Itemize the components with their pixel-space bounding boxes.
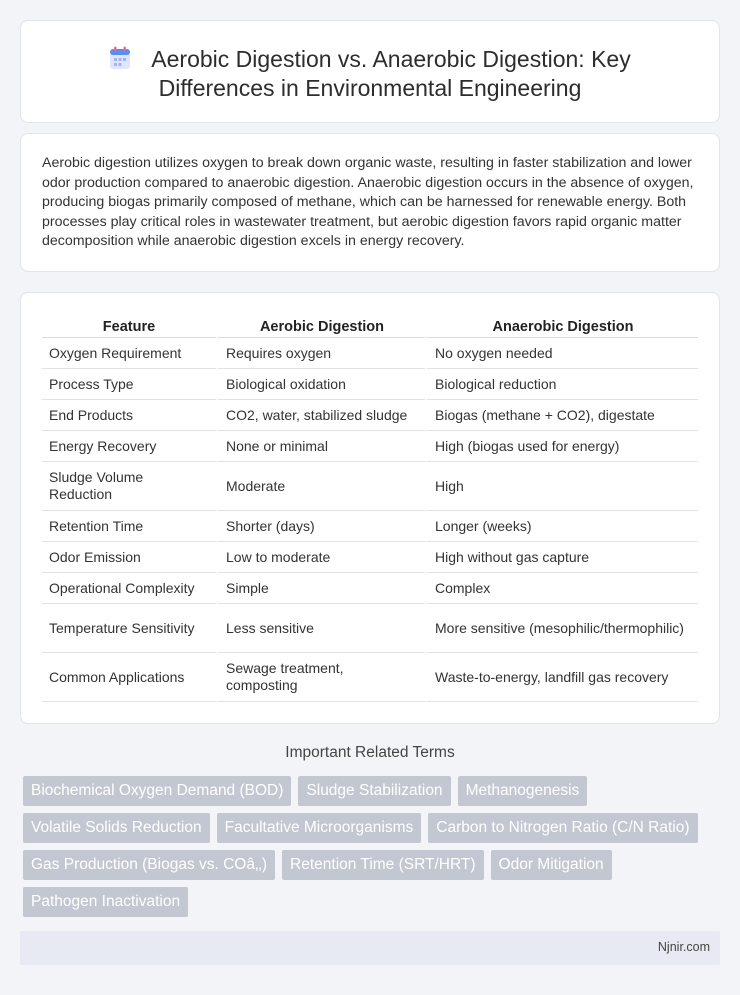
table-cell: Low to moderate [216,542,425,573]
table-cell: Retention Time [42,511,216,542]
term-tag[interactable]: Volatile Solids Reduction [23,813,210,843]
term-tag[interactable]: Retention Time (SRT/HRT) [282,850,483,880]
table-row [42,573,698,604]
table-cell: Requires oxygen [216,338,425,369]
comparison-table [42,315,698,702]
term-tag[interactable]: Biochemical Oxygen Demand (BOD) [23,776,291,806]
table-row [42,369,698,400]
table-row [42,604,698,653]
footer-site-link[interactable]: Njnir.com [657,940,710,954]
term-tag[interactable]: Odor Mitigation [491,850,612,880]
related-terms-list [23,776,723,917]
table-cell: Process Type [42,369,216,400]
table-row [42,542,698,573]
table-row [42,653,698,702]
term-tag[interactable]: Gas Production (Biogas vs. COâ‚‚) [23,850,275,880]
table-cell: Temperature Sensitivity [42,604,216,653]
table-cell: High [425,462,698,511]
header-aerobic: Aerobic Digestion [216,315,425,338]
table-cell: Biological oxidation [216,369,425,400]
table-row [42,338,698,369]
table-cell: Less sensitive [216,604,425,653]
table-cell: High without gas capture [425,542,698,573]
term-tag[interactable]: Facultative Microorganisms [217,813,422,843]
calendar-icon [109,46,131,70]
title-card [20,20,720,123]
comparison-card [20,292,720,724]
table-cell: Odor Emission [42,542,216,573]
table-row [42,400,698,431]
table-cell: CO2, water, stabilized sludge [216,400,425,431]
header-anaerobic: Anaerobic Digestion [425,315,698,338]
term-tag[interactable]: Methanogenesis [458,776,588,806]
table-cell: Simple [216,573,425,604]
table-row [42,511,698,542]
table-cell: Sewage treatment, composting [216,653,425,702]
table-cell: Longer (weeks) [425,511,698,542]
related-terms-title: Important Related Terms [285,744,455,761]
table-header-row [42,315,698,338]
table-cell: Complex [425,573,698,604]
table-row [42,462,698,511]
table-cell: Sludge Volume Reduction [42,462,216,511]
term-tag[interactable]: Sludge Stabilization [298,776,450,806]
table-cell: More sensitive (mesophilic/thermophilic) [425,604,698,653]
term-tag[interactable]: Carbon to Nitrogen Ratio (C/N Ratio) [428,813,697,843]
term-tag[interactable]: Pathogen Inactivation [23,887,188,917]
page-title [21,45,719,103]
table-row [42,431,698,462]
table-cell: End Products [42,400,216,431]
table-cell: Operational Complexity [42,573,216,604]
table-cell: None or minimal [216,431,425,462]
header-feature: Feature [42,315,216,338]
intro-paragraph: Aerobic digestion utilizes oxygen to break down organic waste, resulting in faster stabilization and lower odor production compared to anaerobic digestion. Anaerobic digestion occurs in the absence of oxygen, producing biogas primarily composed of methane, which can be harnessed for renewable energy. Both processes play critical roles in wastewater treatment, but aerobic digestion favors rapid organic matter decomposition while anaerobic digestion excels in energy recovery. [42,155,694,250]
table-cell: Moderate [216,462,425,511]
intro-card [20,133,720,272]
table-cell: Common Applications [42,653,216,702]
table-cell: High (biogas used for energy) [425,431,698,462]
table-cell: Energy Recovery [42,431,216,462]
table-cell: Waste-to-energy, landfill gas recovery [425,653,698,702]
title-line-1: Aerobic Digestion vs. Anaerobic Digestion: Key [151,46,631,72]
footer [20,931,720,965]
title-line-2: Differences in Environmental Engineering [158,75,582,101]
table-cell: Biogas (methane + CO2), digestate [425,400,698,431]
table-cell: Biological reduction [425,369,698,400]
table-cell: No oxygen needed [425,338,698,369]
table-cell: Shorter (days) [216,511,425,542]
table-cell: Oxygen Requirement [42,338,216,369]
